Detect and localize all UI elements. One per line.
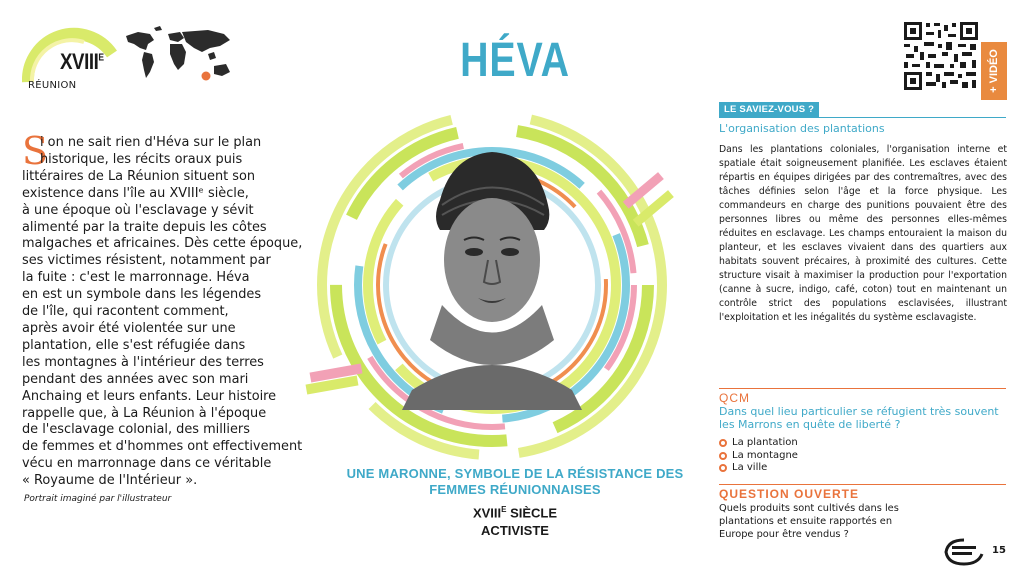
world-map-icon <box>124 26 236 84</box>
body-line: en est un symbole dans les légendes <box>22 287 262 303</box>
page-number: 15 <box>992 545 1006 556</box>
body-line: plantation, elle s'est réfugiée dans <box>22 337 246 353</box>
body-line: après avoir été violentée sur une <box>22 320 236 336</box>
body-line: de l'esclavage colonial, des milliers <box>22 422 250 438</box>
body-line: existence dans l'île au XVIIIᵉ siècle, <box>22 185 249 201</box>
body-line: ses victimes résistent, notamment par <box>22 253 271 269</box>
body-line: la fuite : c'est le marronnage. Héva <box>22 270 250 286</box>
saviez-vous-label: LE SAVIEZ-VOUS ? <box>719 102 819 117</box>
open-question-title: QUESTION OUVERTE <box>719 487 860 501</box>
portrait-tagline: UNE MARONNE, SYMBOLE DE LA RÉSISTANCE DES FEMMES RÉUNIONNAISES <box>346 466 684 497</box>
body-line: alimenté par la traite depuis les côtes <box>22 219 267 235</box>
portrait-caption <box>345 466 685 540</box>
body-line: « Royaume de l'Intérieur ». <box>22 473 198 489</box>
body-line: littéraires de La Réunion situent son <box>22 168 256 184</box>
body-line: malgaches et africaines. Dès cette époque, <box>22 236 303 252</box>
qcm-option[interactable]: La plantation <box>719 437 798 450</box>
body-line: de femmes et d'hommes ont effectivement <box>22 439 303 455</box>
qr-code-icon[interactable] <box>902 20 980 92</box>
qcm-question: Dans quel lieu particulier se réfugient très souvent les Marrons en quête de liberté ? <box>719 405 999 431</box>
qcm-option[interactable]: La ville <box>719 462 798 475</box>
body-line: i on ne sait rien d'Héva sur le plan <box>40 135 262 150</box>
video-badge[interactable]: + VIDÉO <box>981 42 1007 100</box>
body-line: historique, les récits oraux puis <box>40 151 243 167</box>
body-line: vécu en marronnage dans ce véritable <box>22 456 272 472</box>
page-title: HÉVA <box>460 34 570 87</box>
publisher-logo-icon <box>942 536 986 566</box>
saviez-vous-text: Dans les plantations coloniales, l'organisation interne et spatiale était soigneusement planifiée. Les esclaves étaient répartis en équipes dirigées par des contremaîtres, avec des tâches définies selon l'âge et la force physique. Les commandeurs en charge des punitions pouvaient être des personnes libres ou même des personnes elles-mêmes réduites en esclavage. Les champs entouraient la maison du planteur, et les esclaves vivaient dans des quartiers aux habitats souvent précaires, à proximité des cultures. Cette structure visait à maximiser la production pour l'exportation (canne à sucre, indigo, café, coton) tout en maintenant un contrôle strict des populations esclavisées, illustrant l'exploitation et les inégalités du système esclavagiste. <box>719 144 1007 323</box>
divider <box>719 117 1006 118</box>
qcm-title: QCM <box>719 391 750 405</box>
qcm-option[interactable]: La montagne <box>719 450 798 463</box>
region-label: RÉUNION <box>28 80 77 91</box>
body-line: à une époque où l'esclavage y sévit <box>22 202 254 218</box>
illustrator-caption: Portrait imaginé par l'illustrateur <box>24 494 172 504</box>
radio-icon[interactable] <box>719 464 727 472</box>
body-line: rappelle que, à La Réunion à l'époque <box>22 405 267 421</box>
radio-icon[interactable] <box>719 439 727 447</box>
portrait-century: $XVIII^E$ SIÈCLE <box>472 505 558 521</box>
open-question-text: Quels produits sont cultivés dans les plantations et ensuite rapportés en Europe pour être vendus ? <box>719 503 899 540</box>
portrait-role: ACTIVISTE <box>481 523 549 539</box>
body-text <box>22 135 312 490</box>
radio-icon[interactable] <box>719 452 727 460</box>
divider <box>719 388 1006 389</box>
dropcap-letter: S <box>22 129 49 173</box>
qcm-options <box>719 437 798 475</box>
body-line: pendant des années avec son mari <box>22 371 249 387</box>
portrait-illustration <box>292 110 692 470</box>
body-line: Anchaing et leurs enfants. Leur histoire <box>22 388 277 404</box>
body-line: les montagnes à l'intérieur des terres <box>22 354 264 370</box>
body-line: de l'île, qui racontent comment, <box>22 304 229 320</box>
saviez-vous-subtitle: L'organisation des plantations <box>719 122 885 135</box>
century-label: $XVIII^E$ <box>60 49 104 74</box>
divider <box>719 484 1006 485</box>
